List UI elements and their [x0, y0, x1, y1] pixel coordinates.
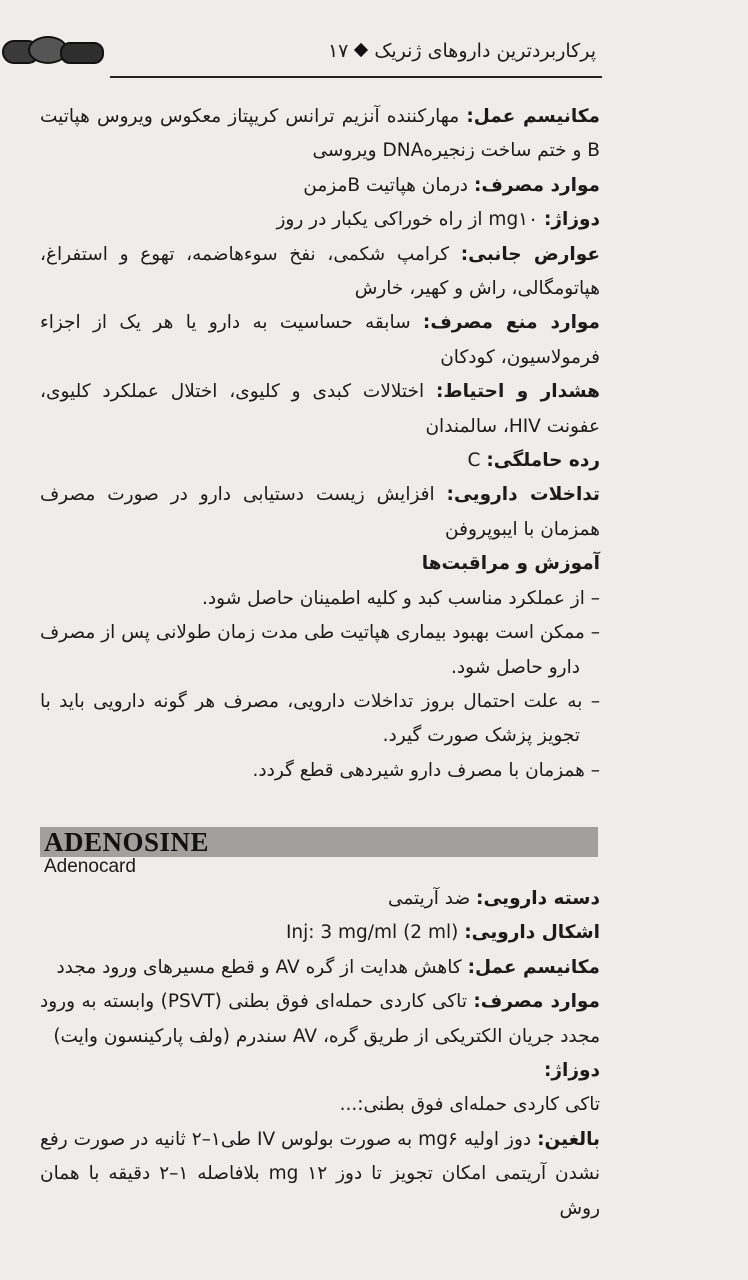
paragraph-warnings: هشدار و احتیاط: اختلالات کبدی و کلیوی، اختلال عملکرد کلیوی، عفونت HIV، سالمندان [40, 381, 600, 437]
drug-name-banner: ADENOSINE [40, 827, 598, 857]
list-item: – از عملکرد مناسب کبد و کلیه اطمینان حاصل شود. [202, 587, 600, 609]
list-item: – ممکن است بهبود بیماری هپاتیت طی مدت زمان طولانی پس از مصرف دارو حاصل شود. [40, 622, 600, 678]
paragraph-dosage: دوزاژ: [543, 1060, 600, 1082]
entecavir-section [40, 100, 600, 788]
paragraph-adult: بالغین: دوز اولیه mg۶ به صورت بولوس IV طی۱–۲ ثانیه در صورت رفع نشدن آریتمی امکان تجویز تا دوز ۱۲ mg بلافاصله ۱–۲ دقیقه با همان روش [40, 1128, 600, 1219]
paragraph-pregnancy: رده حاملگی: C [467, 450, 600, 472]
adenosine-section [40, 882, 600, 1226]
diamond-icon [354, 43, 368, 57]
paragraph-forms: اشکال دارویی: Inj: 3 mg/ml (2 ml) [285, 922, 600, 944]
paragraph-mechanism: مکانیسم عمل: کاهش هدایت از گره AV و قطع مسیرهای ورود مجدد [56, 956, 600, 978]
running-header [328, 40, 596, 62]
heading-care: آموزش و مراقبت‌ها [421, 553, 600, 575]
paragraph-dosage-sub: تاکی کاردی حمله‌ای فوق بطنی:... [339, 1094, 600, 1116]
header-rule [110, 76, 602, 78]
list-item: – به علت احتمال بروز تداخلات دارویی، مصرف هر گونه دارویی باید با تجویز پزشک صورت گیرد. [40, 690, 600, 747]
paragraph-drug-class: دسته دارویی: ضد آریتمی [387, 888, 600, 909]
running-title: پرکاربردترین داروهای ژنریک [374, 40, 596, 62]
paragraph-indications: موارد مصرف: تاکی کاردی حمله‌ای فوق بطنی (PSVT) وابسته به ورود مجدد جریان الکتریکی از طریق گره، AV سندرم (ولف پارکینسون وایت) [40, 991, 600, 1047]
paragraph-dosage: دوزاژ: mg۱۰ از راه خوراکی یکبار در روز [276, 209, 600, 231]
list-item: – همزمان با مصرف دارو شیردهی قطع گردد. [252, 759, 600, 781]
brand-name: Adenocard [44, 856, 136, 877]
pills-logo-icon [2, 34, 102, 68]
paragraph-indications: موارد مصرف: درمان هپاتیت Bمزمن [303, 174, 600, 196]
page-number: ۱۷ [327, 40, 349, 62]
paragraph-contraindications: موارد منع مصرف: سابقه حساسیت به دارو یا هر یک از اجزاء فرمولاسیون، کودکان [40, 312, 600, 368]
paragraph-side-effects: عوارض جانبی: کرامپ شکمی، نفخ سوءهاضمه، تهوع و استفراغ، هپاتومگالی، راش و کهیر، خارش [40, 243, 600, 300]
page-header [0, 30, 748, 76]
paragraph-interactions: تداخلات دارویی: افزایش زیست دستیابی دارو در صورت مصرف همزمان با ایبوپروفن [40, 484, 600, 540]
paragraph-mechanism: مکانیسم عمل: مهارکننده آنزیم ترانس کریپتاز معکوس ویروس هپاتیت B و ختم ساخت زنجیرهDNA ویروسی [40, 106, 600, 162]
